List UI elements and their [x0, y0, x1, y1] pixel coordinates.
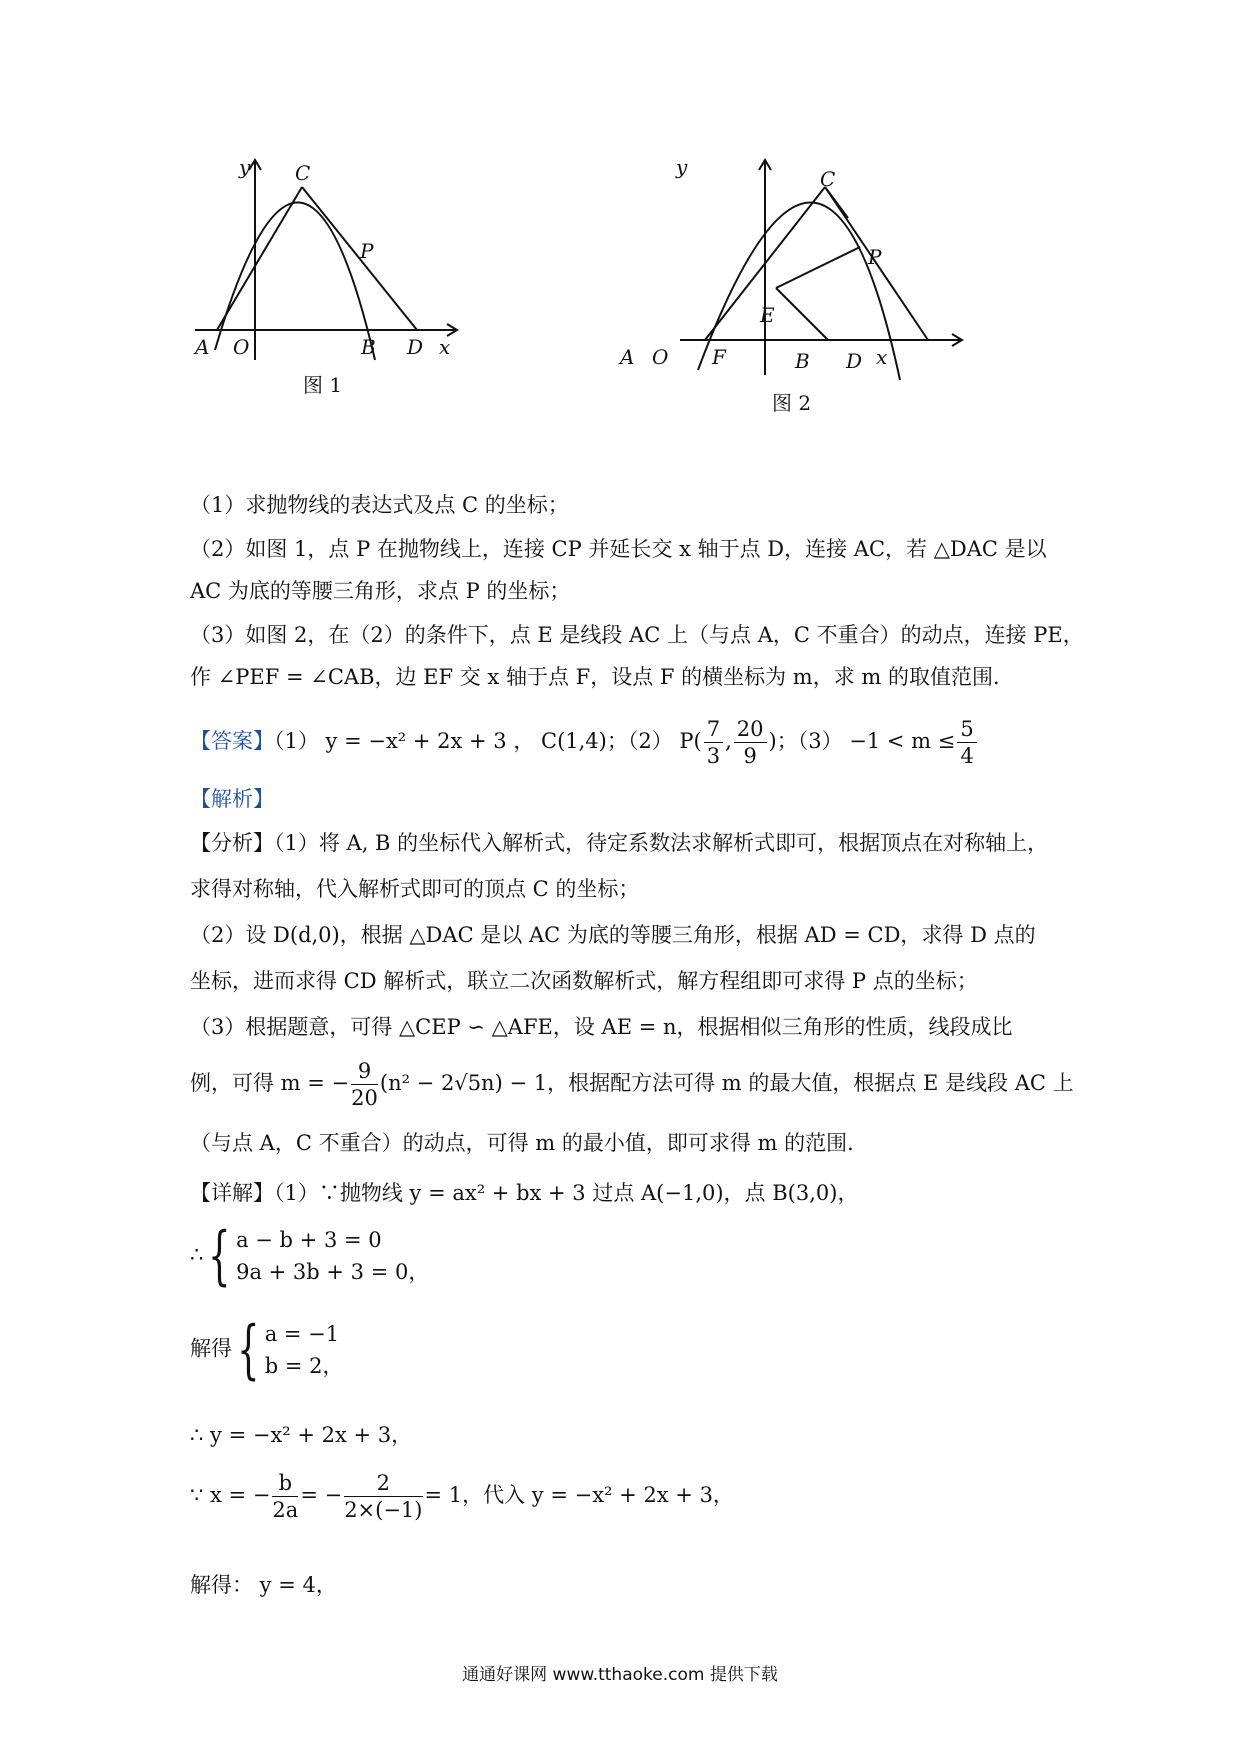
- label-y: y: [676, 155, 688, 179]
- fraction-2-neg2: $\frac{2}{2\times(-1)}$: [344, 1471, 423, 1522]
- detail-system-1: ∴{ a − b + 3 = 0 9a + 3b + 3 = 0，: [190, 1219, 430, 1293]
- page-footer: 通通好课网 www.tthaoke.com 提供下载: [462, 1665, 778, 1685]
- analysis-line-5: （3）根据题意，可得 △CEP ∽ △AFE，设 AE = n，根据相似三角形的性质，线段成比: [190, 1015, 1013, 1039]
- detail-line-5: 解得： y = 4，: [190, 1573, 337, 1597]
- label-d: D: [407, 335, 424, 359]
- question-3-line-1: （3）如图 2，在（2）的条件下，点 E 是线段 AC 上（与点 A，C 不重合）的动点，连接 PE，: [190, 623, 1084, 647]
- fraction-m: $\frac{5}{4}$: [957, 716, 976, 769]
- label-c: C: [820, 167, 836, 191]
- detail-line-4: ∵ x = − $\frac{b}{2a}$ = − $\frac{2}{2\times(-1)}$ = 1，代入 y = −x² + 2x + 3，: [190, 1471, 734, 1522]
- label-x: x: [439, 335, 451, 359]
- detail-line-1: 【详解】（1）∵抛物线 y = ax² + bx + 3 过点 A(−1,0)，点 B(3,0)，: [190, 1181, 859, 1205]
- fraction-9-20: $\frac{9}{20}$: [351, 1059, 378, 1110]
- analysis-line-7: （与点 A，C 不重合）的动点，可得 m 的最小值，即可求得 m 的范围．: [190, 1131, 869, 1155]
- question-2-line-2: AC 为底的等腰三角形，求点 P 的坐标；: [190, 579, 571, 603]
- answer-part-1: （1） y = −x² + 2x + 3 ， C(1,4)；（2） P(: [274, 729, 702, 753]
- question-3-line-2: 作 ∠PEF = ∠CAB，边 EF 交 x 轴于点 F，设点 F 的横坐标为 m，求 m 的取值范围．: [190, 665, 1014, 689]
- label-f: F: [712, 345, 726, 369]
- analysis-line-1: 【分析】（1）将 A, B 的坐标代入解析式，待定系数法求解析式即可，根据顶点在对称轴上，: [190, 831, 1049, 855]
- label-p: P: [360, 239, 374, 263]
- label-a: A: [195, 335, 210, 359]
- fraction-px: $\frac{7}{3}$: [704, 716, 723, 769]
- label-a: A: [620, 345, 635, 369]
- analysis-tag: 【解析】: [190, 787, 274, 811]
- question-1: （1）求抛物线的表达式及点 C 的坐标；: [190, 493, 569, 517]
- label-p: P: [868, 245, 882, 269]
- analysis-line-3: （2）设 D(d,0)，根据 △DAC 是以 AC 为底的等腰三角形，根据 AD = CD，求得 D 点的: [190, 923, 1036, 947]
- fraction-py: $\frac{20}{9}$: [734, 716, 767, 769]
- figure-1: [195, 155, 515, 450]
- figure-2: [620, 155, 1000, 470]
- label-e: E: [760, 303, 775, 327]
- detail-system-2: 解得{ a = −1 b = 2，: [190, 1313, 344, 1387]
- label-b: B: [361, 335, 376, 359]
- answer-part-2: )；（3） −1 < m ≤: [768, 729, 956, 753]
- label-x: x: [876, 345, 888, 369]
- analysis-line-4: 坐标，进而求得 CD 解析式，联立二次函数解析式，解方程组即可求得 P 点的坐标；: [190, 969, 978, 993]
- analysis-line-2: 求得对称轴，代入解析式即可的顶点 C 的坐标；: [190, 877, 640, 901]
- figure-1-caption: 图 1: [303, 373, 343, 397]
- label-b: B: [795, 349, 810, 373]
- figure-2-caption: 图 2: [772, 391, 812, 415]
- label-o: O: [233, 335, 250, 359]
- segment-ep: [776, 247, 860, 288]
- answer-tag: 【答案】: [190, 729, 274, 753]
- segment-ef: [776, 288, 828, 340]
- label-y: y: [239, 155, 251, 179]
- answer-line: 【答案】（1） y = −x² + 2x + 3 ， C(1,4)；（2） P( $\frac{7}{3}$ , $\frac{20}{9}$ )；（3） −1 < m ≤ $\frac{5}{4}$: [190, 716, 979, 769]
- fraction-b-2a: $\frac{b}{2a}$: [272, 1471, 299, 1522]
- label-o: O: [652, 345, 669, 369]
- analysis-line-6: 例，可得 m = − $\frac{9}{20}$ (n² − 2√5n) − 1，根据配方法可得 m 的最大值，根据点 E 是线段 AC 上: [190, 1059, 1074, 1110]
- detail-line-3: ∴ y = −x² + 2x + 3，: [190, 1423, 413, 1447]
- label-c: C: [295, 161, 311, 185]
- label-d: D: [846, 349, 863, 373]
- segment-ac: [217, 187, 302, 330]
- question-2-line-1: （2）如图 1，点 P 在抛物线上，连接 CP 并延长交 x 轴于点 D，连接 AC，若 △DAC 是以: [190, 537, 1047, 561]
